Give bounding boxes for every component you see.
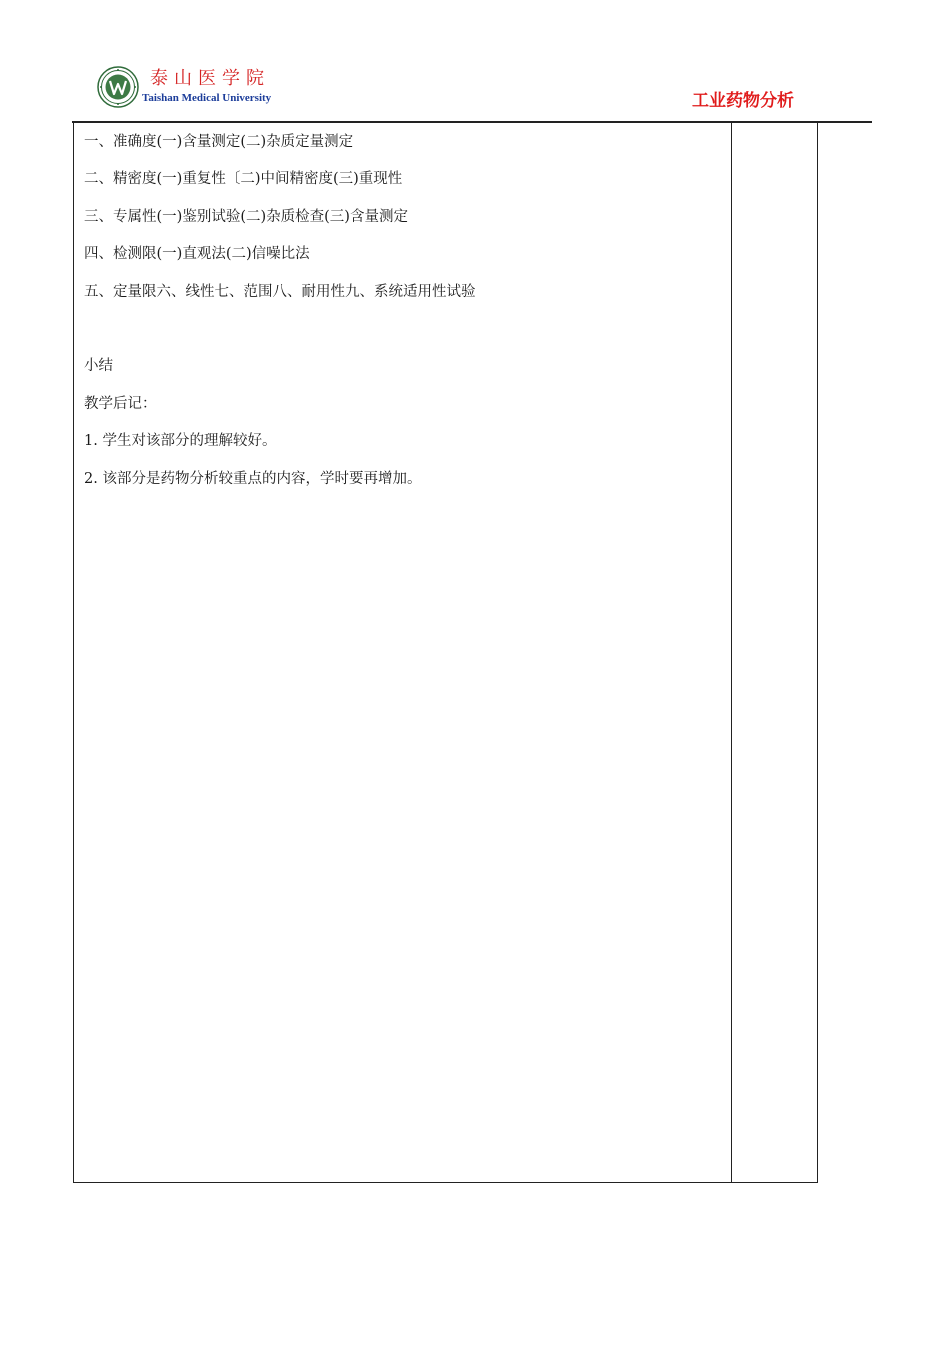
teaching-notes-heading: 教学后记： (84, 396, 157, 412)
content-line: 五、定量限六、线性七、范围八、耐用性九、系统适用性试验 (84, 284, 476, 300)
teaching-note-item: 2. 该部分是药物分析较重点的内容，学时要再增加。 (84, 471, 422, 487)
lesson-table (73, 123, 818, 1183)
page-header (0, 0, 952, 122)
university-name-en: Taishan Medical University (142, 92, 272, 104)
content-line: 一、准确度(一)含量测定(二)杂质定量测定 (84, 134, 354, 150)
course-title: 工业药物分析 (692, 91, 794, 111)
summary-heading: 小结 (84, 358, 113, 374)
university-seal-icon (97, 66, 139, 108)
content-line: 三、专属性(一)鉴别试验(二)杂质检查(三)含量测定 (84, 209, 408, 225)
university-name-cn: 泰山医学院 (150, 68, 270, 89)
teaching-note-item: 1. 学生对该部分的理解较好。 (84, 433, 277, 449)
notes-column-divider (731, 123, 732, 1182)
content-line: 四、检测限(一)直观法(二)信噪比法 (84, 246, 310, 262)
content-line: 二、精密度(一)重复性〔二)中间精密度(三)重现性 (84, 171, 403, 187)
